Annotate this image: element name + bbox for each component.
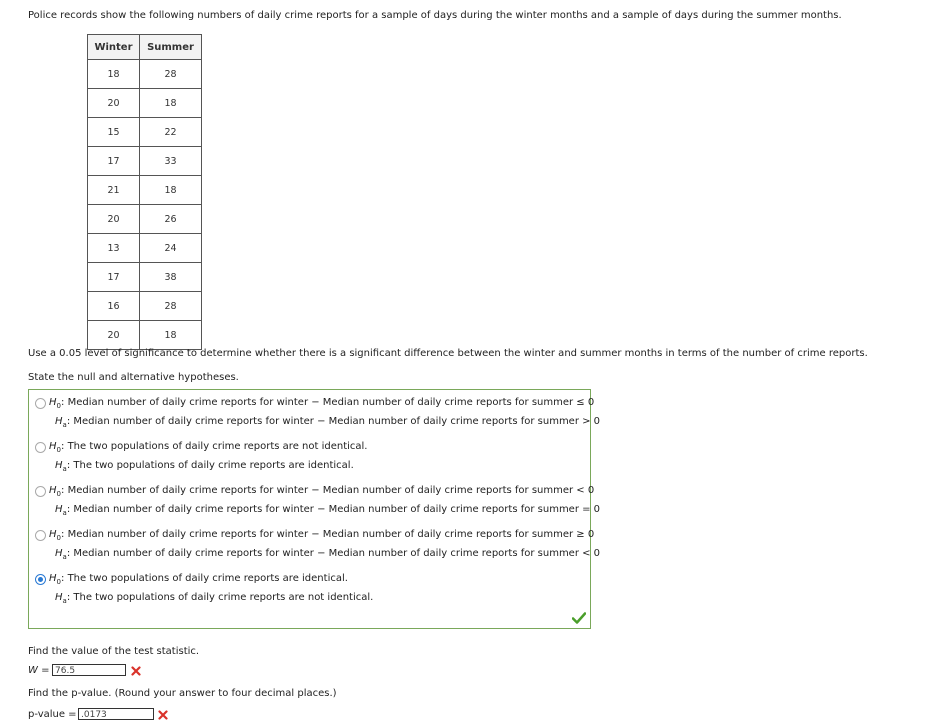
hypothesis-subscript: 0 <box>56 490 61 498</box>
hypothesis-symbol: H <box>49 441 57 452</box>
table-row <box>88 89 202 118</box>
hypothesis-separator: : <box>61 485 65 496</box>
hypothesis-symbol: H <box>49 397 57 408</box>
hypothesis-text: The two populations of daily crime reports are not identical. <box>73 592 374 603</box>
radio-button[interactable] <box>35 486 46 497</box>
alternative-hypothesis <box>55 504 600 517</box>
hypothesis-subscript: a <box>62 465 67 473</box>
winter-cell: 17 <box>88 147 140 176</box>
winter-cell: 20 <box>88 205 140 234</box>
hypothesis-symbol: H <box>55 504 63 515</box>
hypothesis-text: The two populations of daily crime reports are not identical. <box>67 441 368 452</box>
hypothesis-subscript: a <box>62 553 67 561</box>
winter-cell: 17 <box>88 263 140 292</box>
winter-cell: 20 <box>88 89 140 118</box>
hypothesis-subscript: a <box>62 421 67 429</box>
summer-cell: 28 <box>140 292 202 321</box>
column-header-summer: Summer <box>140 35 202 60</box>
table-row <box>88 60 202 89</box>
null-hypothesis <box>49 397 594 410</box>
hypothesis-text: Median number of daily crime reports for winter − Median number of daily crime reports for summer ≥ 0 <box>67 529 595 540</box>
hypothesis-text: The two populations of daily crime reports are identical. <box>67 573 348 584</box>
hypothesis-text: Median number of daily crime reports for winter − Median number of daily crime reports for summer > 0 <box>73 416 601 427</box>
winter-cell: 16 <box>88 292 140 321</box>
summer-cell: 28 <box>140 60 202 89</box>
table-row <box>88 147 202 176</box>
summer-cell: 26 <box>140 205 202 234</box>
crime-data-table <box>87 34 202 350</box>
winter-cell: 18 <box>88 60 140 89</box>
test-statistic-input[interactable]: 76.5 <box>52 664 126 676</box>
hypothesis-symbol: H <box>49 573 57 584</box>
hypothesis-separator: : <box>66 504 71 515</box>
radio-button[interactable] <box>35 398 46 409</box>
alternative-hypothesis <box>55 548 600 561</box>
hypothesis-separator: : <box>61 397 65 408</box>
correct-check-icon <box>572 612 586 624</box>
hypothesis-separator: : <box>61 441 65 452</box>
table-row <box>88 234 202 263</box>
hypothesis-subscript: a <box>62 597 67 605</box>
hypothesis-separator: : <box>66 460 71 471</box>
hypothesis-separator: : <box>66 592 71 603</box>
hypothesis-symbol: H <box>49 485 57 496</box>
hypothesis-symbol: H <box>55 416 63 427</box>
column-header-winter: Winter <box>88 35 140 60</box>
hypothesis-symbol: H <box>55 460 63 471</box>
winter-cell: 15 <box>88 118 140 147</box>
table-row <box>88 176 202 205</box>
winter-cell: 13 <box>88 234 140 263</box>
table-row <box>88 292 202 321</box>
significance-text: Use a 0.05 level of significance to determine whether there is a significant difference between the winter and summer months in terms of the number of crime reports. <box>28 348 868 359</box>
summer-cell: 18 <box>140 89 202 118</box>
incorrect-x-icon <box>158 710 168 720</box>
null-hypothesis <box>49 441 367 454</box>
summer-cell: 18 <box>140 321 202 350</box>
null-hypothesis <box>49 485 594 498</box>
hypothesis-symbol: H <box>55 592 63 603</box>
hypothesis-text: The two populations of daily crime reports are identical. <box>73 460 354 471</box>
hypothesis-separator: : <box>66 416 71 427</box>
hypotheses-options-box <box>28 389 601 629</box>
radio-button[interactable] <box>35 442 46 453</box>
alternative-hypothesis <box>55 592 373 605</box>
hypothesis-subscript: a <box>62 509 67 517</box>
null-hypothesis <box>49 573 348 586</box>
hypothesis-symbol: H <box>49 529 57 540</box>
table-row <box>88 321 202 350</box>
summer-cell: 33 <box>140 147 202 176</box>
radio-button[interactable] <box>35 530 46 541</box>
summer-cell: 18 <box>140 176 202 205</box>
hypothesis-text: Median number of daily crime reports for winter − Median number of daily crime reports for summer ≤ 0 <box>67 397 595 408</box>
pvalue-label: p-value = <box>28 709 77 720</box>
alternative-hypothesis <box>55 416 600 429</box>
radio-button[interactable] <box>35 574 46 585</box>
hypothesis-subscript: 0 <box>56 402 61 410</box>
hypothesis-separator: : <box>61 573 65 584</box>
hypothesis-separator: : <box>61 529 65 540</box>
summer-cell: 22 <box>140 118 202 147</box>
hypothesis-text: Median number of daily crime reports for winter − Median number of daily crime reports for summer < 0 <box>73 548 601 559</box>
table-header-row <box>88 35 202 60</box>
hypothesis-subscript: 0 <box>56 534 61 542</box>
test-statistic-prompt: Find the value of the test statistic. <box>28 646 200 657</box>
winter-cell: 21 <box>88 176 140 205</box>
hypothesis-separator: : <box>66 548 71 559</box>
hypothesis-subscript: 0 <box>56 446 61 454</box>
alternative-hypothesis <box>55 460 354 473</box>
hypothesis-symbol: H <box>55 548 63 559</box>
hypothesis-text: Median number of daily crime reports for winter − Median number of daily crime reports for summer = 0 <box>73 504 601 515</box>
summer-cell: 38 <box>140 263 202 292</box>
problem-intro: Police records show the following numbers of daily crime reports for a sample of days during the winter months and a sample of days during the summer months. <box>28 10 842 21</box>
w-label: W = <box>28 665 50 676</box>
incorrect-x-icon <box>131 666 141 676</box>
hypothesis-subscript: 0 <box>56 578 61 586</box>
hypotheses-prompt: State the null and alternative hypotheses. <box>28 372 239 383</box>
null-hypothesis <box>49 529 594 542</box>
table-row <box>88 205 202 234</box>
hypothesis-text: Median number of daily crime reports for winter − Median number of daily crime reports for summer < 0 <box>67 485 595 496</box>
table-row <box>88 263 202 292</box>
summer-cell: 24 <box>140 234 202 263</box>
test-statistic-label <box>28 665 49 676</box>
table-row <box>88 118 202 147</box>
pvalue-input[interactable]: .0173 <box>78 708 154 720</box>
pvalue-prompt: Find the p-value. (Round your answer to four decimal places.) <box>28 688 337 699</box>
winter-cell: 20 <box>88 321 140 350</box>
